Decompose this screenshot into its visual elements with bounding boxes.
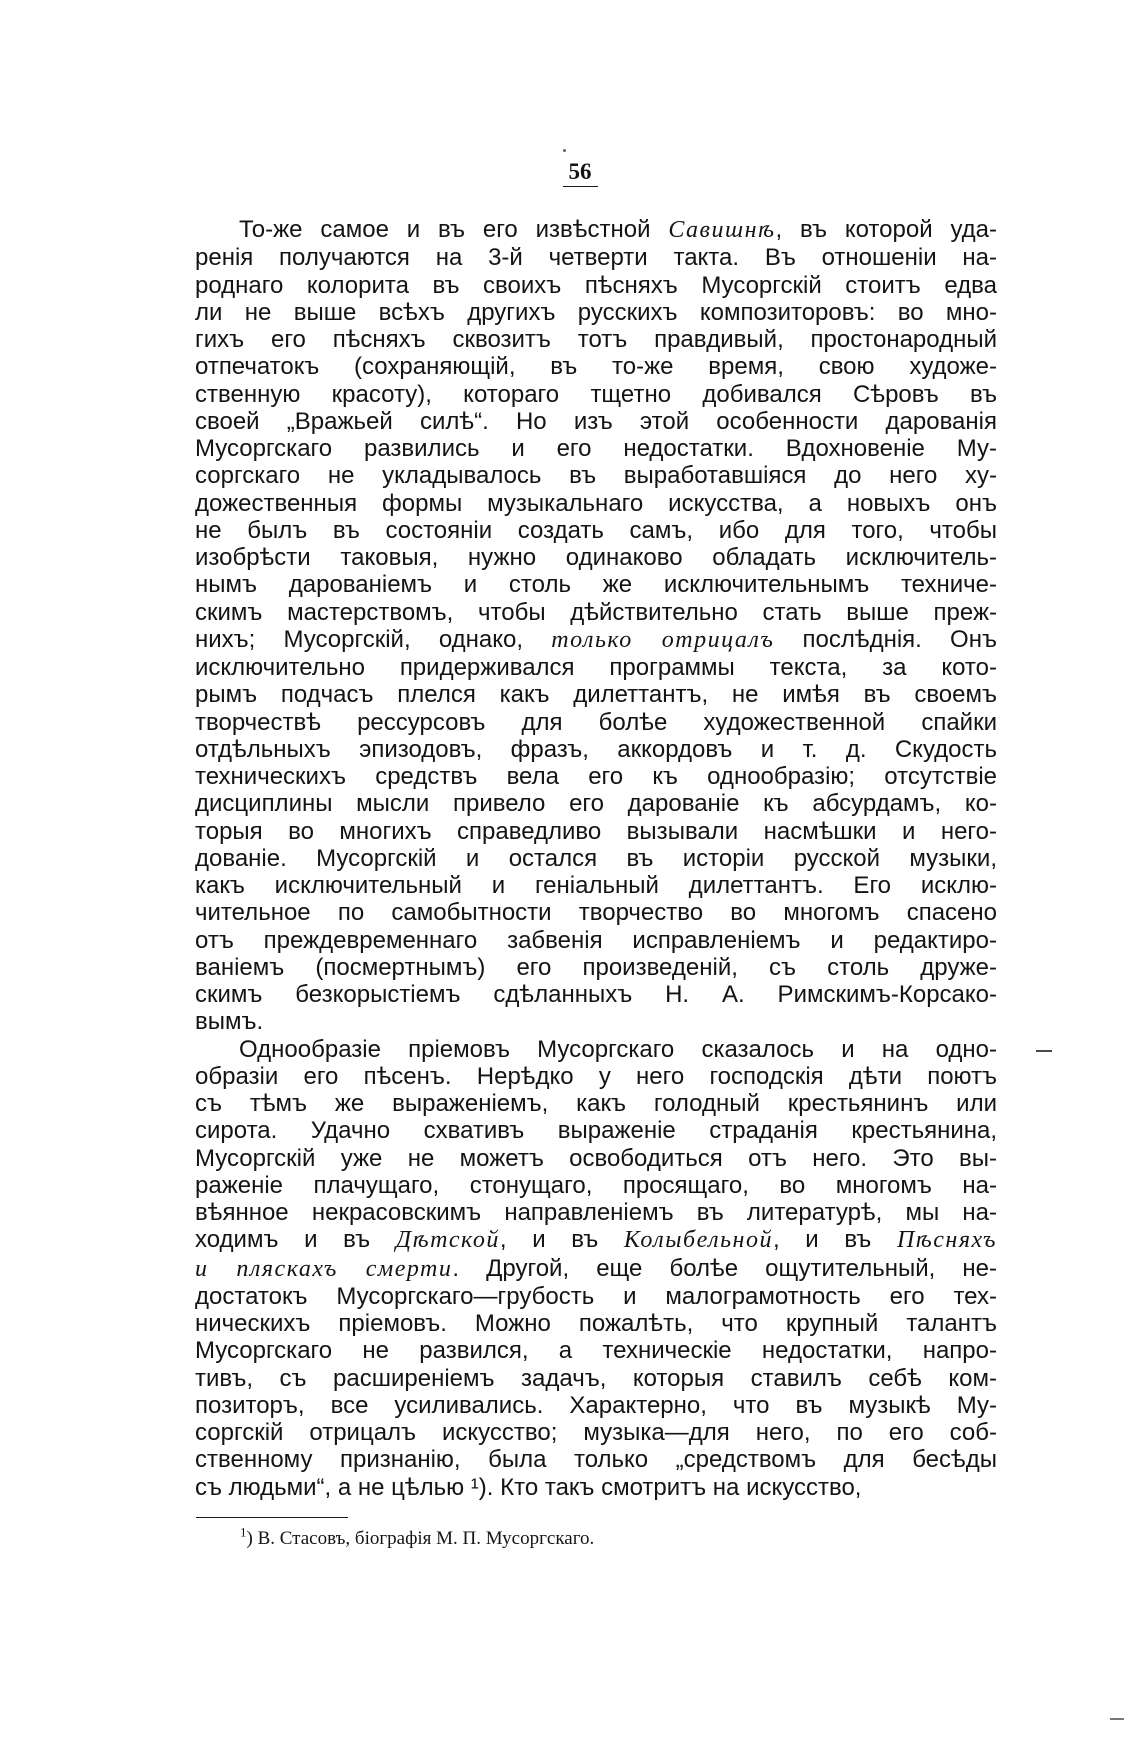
text-line [195, 845, 997, 872]
text-segment: съ тѣмъ же выраженіемъ, какъ голодный крестьянинъ или [195, 1090, 997, 1117]
text-segment: То-же самое и въ его извѣстной [239, 216, 669, 243]
text-segment: изобрѣсти таковыя, нужно одинаково обладать исключитель- [195, 544, 997, 571]
text-segment: ли не выше всѣхъ другихъ русскихъ композиторовъ: во мно- [195, 298, 997, 326]
text-segment: раженіе плачущаго, стонущаго, просящаго, во многомъ на- [195, 1171, 997, 1199]
text-line [195, 1337, 997, 1364]
text-segment: Мусоргскаго развились и его недостатки. Вдохновеніе Му- [195, 435, 997, 462]
text-segment: отъ преждевременнаго забвенія исправленіемъ и редактиро- [195, 926, 997, 954]
text-segment: . Другой, еще болѣе ощутительный, не- [452, 1254, 997, 1282]
text-segment: исключительно придерживался программы текста, за кото- [195, 654, 997, 681]
text-line [195, 709, 997, 736]
text-segment: скимъ мастерствомъ, чтобы дѣйствительно стать выше преж- [195, 598, 997, 626]
footnote-marker: 1 [240, 1524, 247, 1540]
text-segment: Однообразіе пріемовъ Мусоргскаго сказалось и на одно- [239, 1035, 997, 1063]
text-segment: торыя во многихъ справедливо вызывали насмѣшки и него- [195, 817, 997, 845]
text-line [195, 681, 997, 708]
emphasized-title: Дѣтской [395, 1227, 500, 1254]
text-segment: ходимъ и въ [195, 1226, 396, 1254]
emphasized-title: только отрицалъ [551, 626, 775, 653]
text-line [195, 927, 997, 954]
text-line [195, 1255, 997, 1283]
emphasized-title: Савишнѣ [668, 217, 776, 243]
text-line [195, 1226, 997, 1254]
text-line [195, 272, 997, 299]
edge-mark [1110, 1718, 1124, 1720]
scan-speck [563, 149, 566, 152]
text-line [195, 1310, 997, 1337]
emphasized-title: и пляскахъ смерти [195, 1255, 453, 1282]
text-segment: Мусоргскій уже не можетъ освободиться отъ него. Это вы- [195, 1144, 997, 1172]
text-segment: отдѣльныхъ эпизодовъ, фразъ, аккордовъ и т. д. Скудость [195, 735, 997, 763]
text-line [195, 899, 997, 926]
text-segment: нымъ дарованіемъ и столь же исключительнымъ техниче- [195, 571, 997, 599]
body-text [195, 216, 997, 1501]
text-segment: , въ которой уда- [775, 216, 998, 243]
text-segment: послѣднія. Онъ [774, 625, 997, 653]
footnote-rule [196, 1517, 348, 1518]
text-segment: скимъ безкорыстіемъ сдѣланныхъ Н. А. Римскимъ-Корсако- [195, 981, 997, 1008]
text-line [195, 462, 997, 489]
text-line [195, 818, 997, 845]
emphasized-title: Пѣсняхъ [896, 1227, 998, 1254]
text-line [195, 981, 997, 1008]
text-segment: чительное по самобытности творчество во многомъ спасено [195, 899, 997, 927]
text-line [195, 599, 997, 626]
page-number: 56 [563, 159, 598, 187]
footnote-text: ) В. Стасовъ, біографія М. П. Мусоргскаго. [246, 1528, 595, 1549]
text-segment: дожественныя формы музыкальнаго искусства, а новыхъ онъ [195, 489, 997, 517]
text-segment: ваніемъ (посмертнымъ) его произведеній, съ столь друже- [195, 953, 997, 981]
margin-mark [1036, 1050, 1052, 1052]
text-segment: отпечатокъ (сохраняющій, въ то-же время, свою художе- [195, 353, 997, 381]
text-segment: нихъ; Мусоргскій, однако, [195, 625, 552, 653]
text-line [195, 763, 997, 790]
text-segment: дованіе. Мусоргскій и остался въ исторіи русской музыки, [195, 844, 997, 872]
text-segment: творчествѣ рессурсовъ для болѣе художественной спайки [195, 708, 997, 736]
text-segment: техническихъ средствъ вела его къ однообразію; отсутствіе [195, 763, 997, 790]
text-segment: рымъ подчасъ плелся какъ дилеттантъ, не имѣя въ своемъ [195, 681, 997, 709]
text-segment: соргскаго не укладывалось въ выработавшіяся до него ху- [195, 462, 997, 490]
text-line [195, 1036, 997, 1063]
text-segment: ственную красоту), котораго тщетно добивался Сѣровъ въ [195, 380, 997, 408]
text-line [195, 1172, 997, 1199]
text-line [195, 1145, 997, 1172]
text-segment: гихъ его пѣсняхъ сквозитъ тотъ правдивый, простонародный [195, 326, 997, 353]
text-line [195, 1199, 997, 1226]
text-line [195, 626, 997, 654]
text-segment: дисциплины мысли привело его дарованіе къ абсурдамъ, ко- [195, 790, 997, 818]
text-segment: какъ исключительный и геніальный дилеттантъ. Его исклю- [195, 872, 997, 899]
text-line [195, 1446, 997, 1473]
text-segment: ренія получаются на 3-й четверти такта. Въ отношеніи на- [195, 244, 997, 272]
text-line [195, 1365, 997, 1392]
text-line [195, 654, 997, 681]
text-line [195, 571, 997, 598]
text-line [195, 1419, 997, 1446]
text-segment: вѣянное некрасовскимъ направленіемъ въ литературѣ, мы на- [195, 1199, 997, 1226]
text-segment: сирота. Удачно схвативъ выраженіе страданія крестьянина, [195, 1117, 997, 1145]
text-line [195, 954, 997, 981]
text-segment: Мусоргскаго не развился, а техническіе недостатки, напро- [195, 1337, 997, 1365]
text-line [195, 1117, 997, 1144]
text-segment: соргскій отрицалъ искусство; музыка—для него, по его соб- [195, 1419, 997, 1446]
text-segment: тивъ, съ расширеніемъ задачъ, которыя ставилъ себѣ ком- [195, 1364, 997, 1392]
text-segment: съ людьми“, а не цѣлью ¹). Кто такъ смотритъ на искусство, [195, 1473, 862, 1501]
text-line [195, 1090, 997, 1117]
text-line [195, 353, 997, 380]
text-line [195, 1063, 997, 1090]
text-line [195, 1392, 997, 1419]
text-segment: ническихъ пріемовъ. Можно пожалѣть, что крупный талантъ [195, 1310, 997, 1337]
text-line [195, 1008, 997, 1035]
text-line [195, 216, 997, 244]
emphasized-title: Колыбельной [623, 1227, 773, 1254]
text-segment: , и въ [499, 1226, 624, 1254]
paragraph [195, 1036, 997, 1501]
text-segment: своей „Вражьей силѣ“. Но изъ этой особенности дарованія [195, 407, 997, 435]
paragraph [195, 216, 997, 1036]
text-line [195, 381, 997, 408]
text-segment: позиторъ, все усиливались. Характерно, что въ музыкѣ Му- [195, 1391, 997, 1419]
text-segment: , и въ [772, 1226, 897, 1254]
text-line [195, 326, 997, 353]
text-segment: роднаго колорита въ своихъ пѣсняхъ Мусоргскій стоитъ едва [195, 271, 997, 299]
page-number-area [540, 159, 620, 187]
text-line [195, 517, 997, 544]
text-line [195, 1474, 997, 1501]
text-line [195, 872, 997, 899]
text-segment: не былъ въ состояніи создать самъ, ибо для того, чтобы [195, 516, 997, 544]
text-line [195, 299, 997, 326]
text-segment: ственному признанію, была только „средствомъ для бесѣды [195, 1446, 997, 1474]
text-segment: вымъ. [195, 1008, 264, 1036]
text-segment: достатокъ Мусоргскаго—грубость и малограмотность его тех- [195, 1282, 997, 1310]
text-line [195, 736, 997, 763]
text-line [195, 408, 997, 435]
text-line [195, 544, 997, 571]
text-line [195, 435, 997, 462]
text-line [195, 490, 997, 517]
text-line [195, 790, 997, 817]
text-segment: образіи его пѣсенъ. Нерѣдко у него господскія дѣти поютъ [195, 1062, 997, 1090]
text-line [195, 244, 997, 271]
footnote [240, 1524, 595, 1550]
text-line [195, 1283, 997, 1310]
